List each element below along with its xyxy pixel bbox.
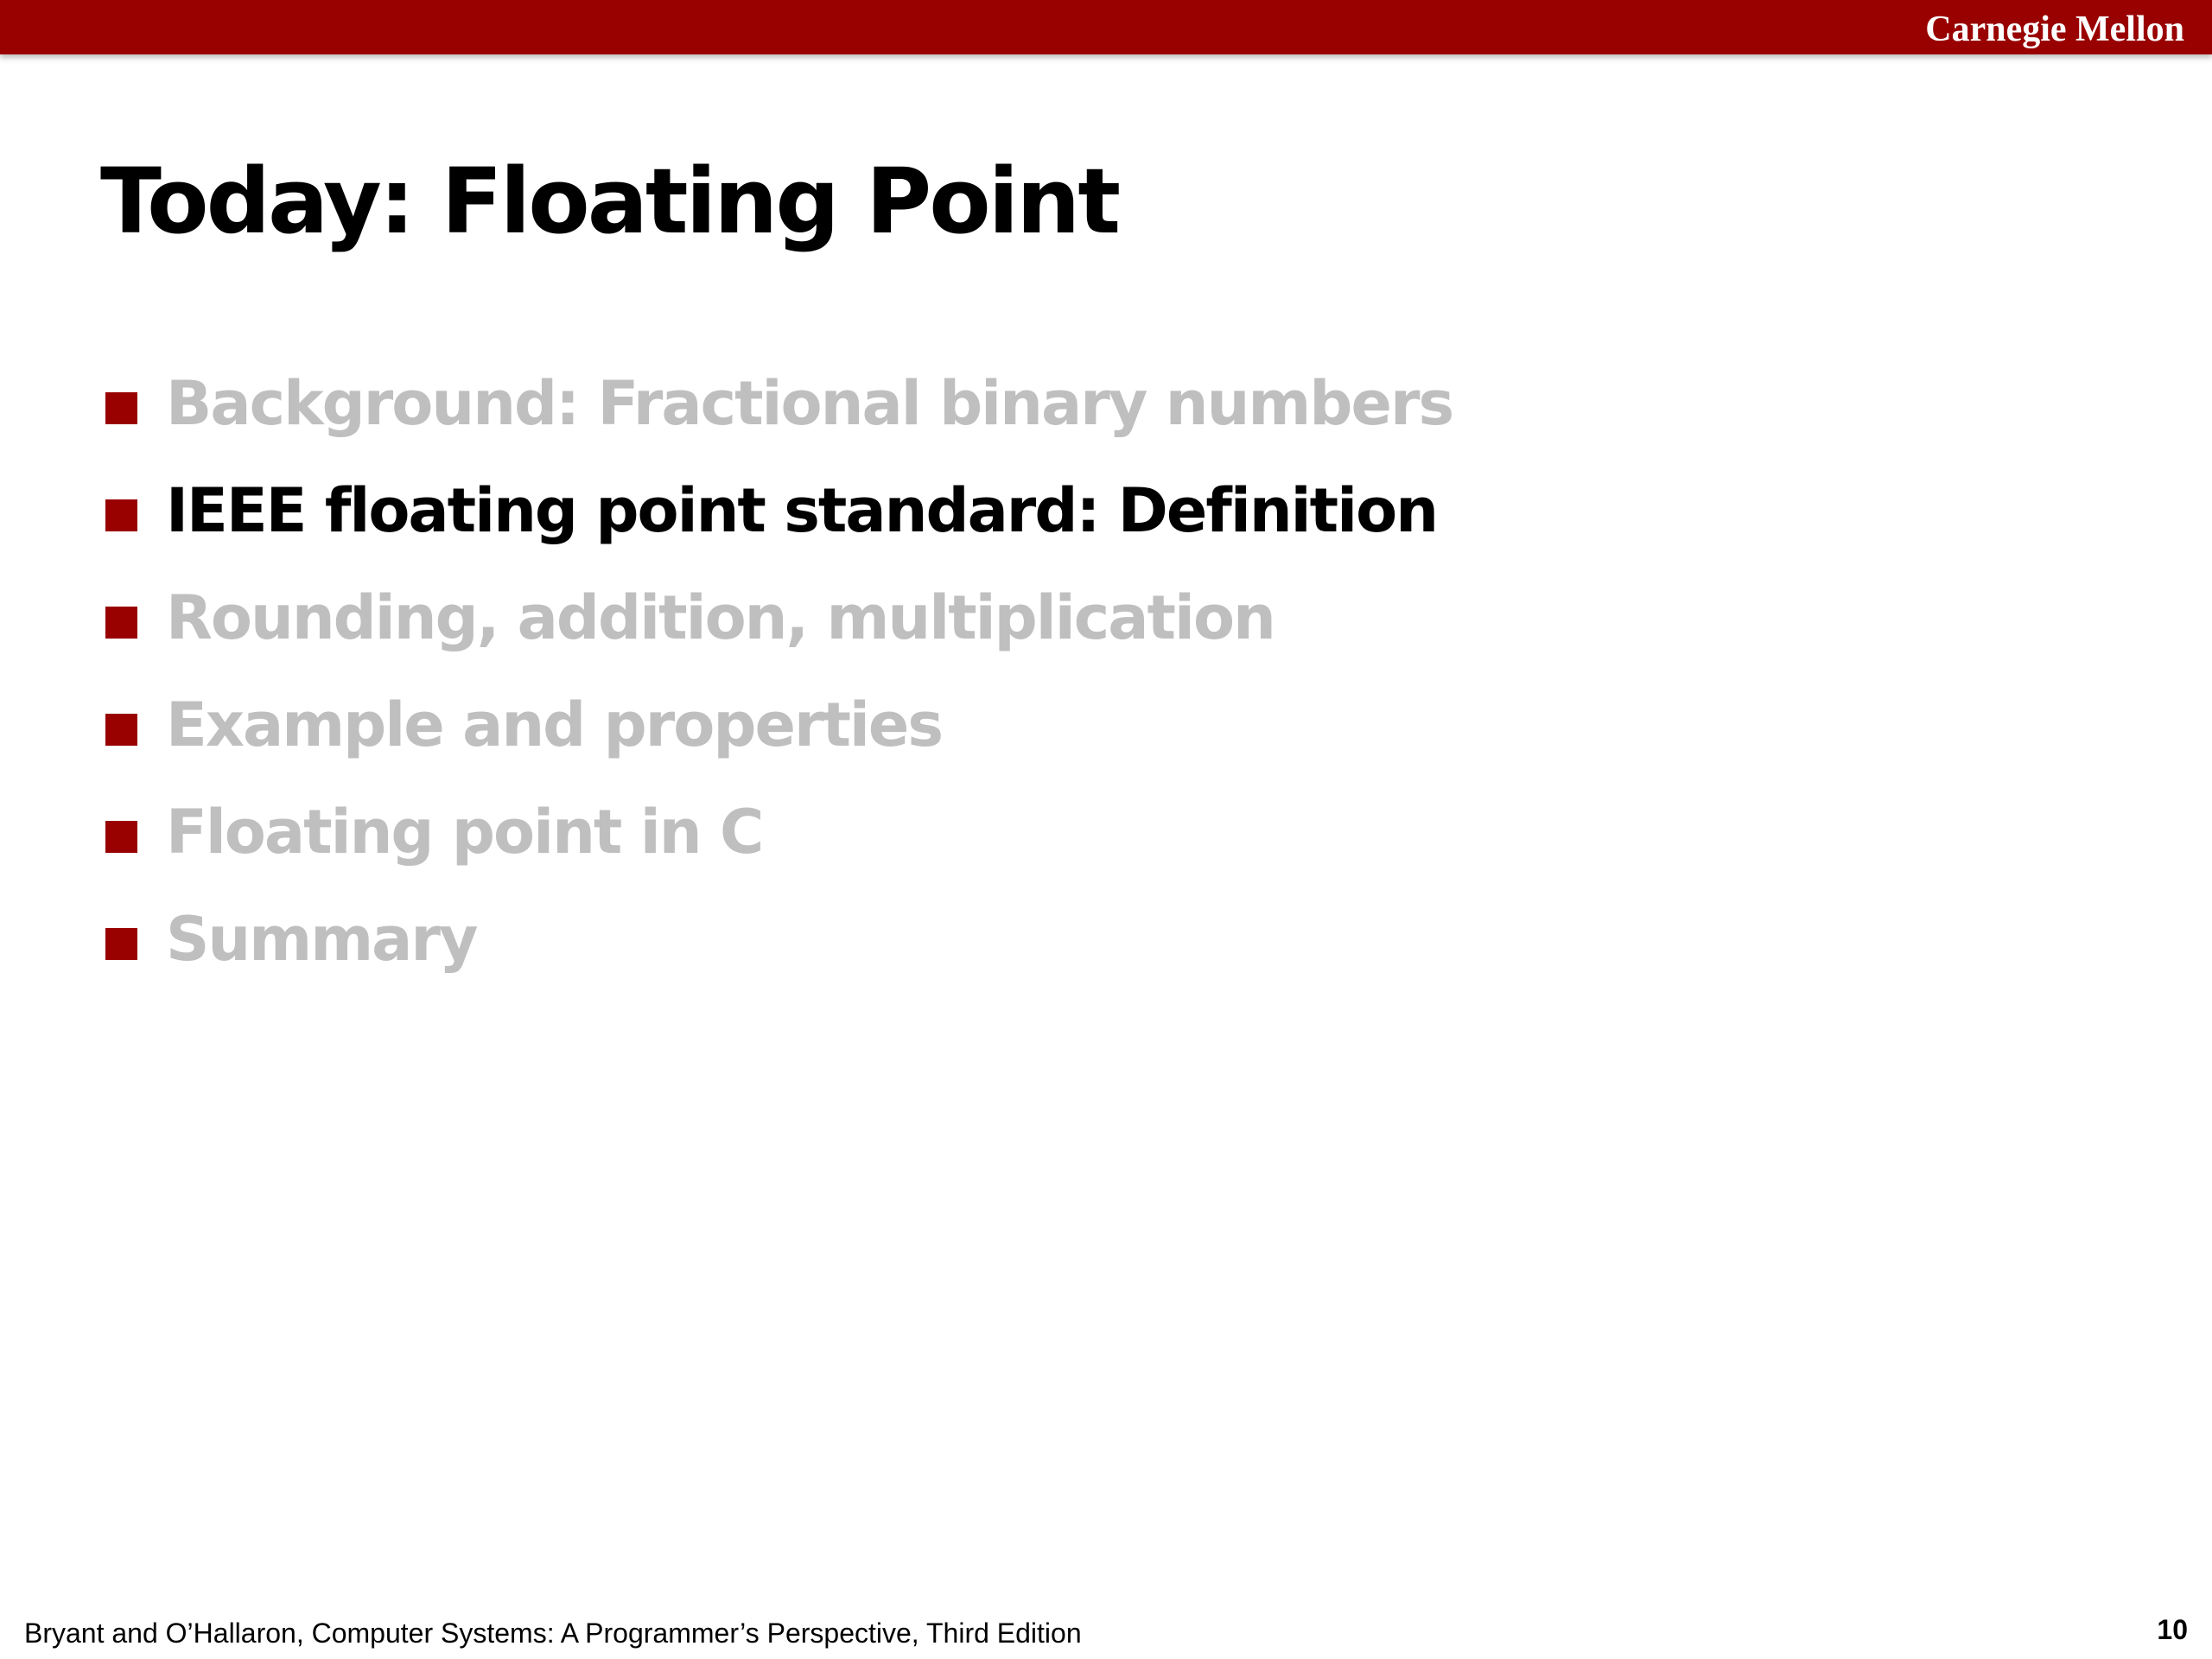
agenda-item-rounding xyxy=(105,564,1452,671)
brand-logo-text: Carnegie Mellon xyxy=(1925,10,2184,49)
slide-title: Today: Floating Point xyxy=(100,149,1119,254)
agenda-item-ieee-standard xyxy=(105,457,1452,564)
agenda-item-label: IEEE floating point standard: Definition xyxy=(166,475,1438,546)
agenda-item-summary xyxy=(105,886,1452,993)
page-number: 10 xyxy=(2157,1614,2188,1645)
agenda-item-label: Example and properties xyxy=(166,690,943,760)
agenda-item-example xyxy=(105,671,1452,779)
agenda-item-label: Summary xyxy=(166,904,477,975)
footer-credit: Bryant and O’Hallaron, Computer Systems: A Programmer’s Perspective, Third Edition xyxy=(24,1618,1082,1649)
square-bullet-icon xyxy=(105,392,137,424)
square-bullet-icon xyxy=(105,607,137,639)
square-bullet-icon xyxy=(105,821,137,853)
agenda-item-label: Rounding, addition, multiplication xyxy=(166,582,1274,653)
header-bar xyxy=(0,0,2212,54)
agenda-item-background xyxy=(105,350,1452,457)
agenda-item-label: Background: Fractional binary numbers xyxy=(166,368,1453,439)
agenda-item-label: Floating point in C xyxy=(166,797,763,868)
agenda-item-floating-point-c xyxy=(105,779,1452,886)
square-bullet-icon xyxy=(105,714,137,746)
agenda-list xyxy=(105,350,1452,993)
square-bullet-icon xyxy=(105,499,137,531)
square-bullet-icon xyxy=(105,928,137,960)
